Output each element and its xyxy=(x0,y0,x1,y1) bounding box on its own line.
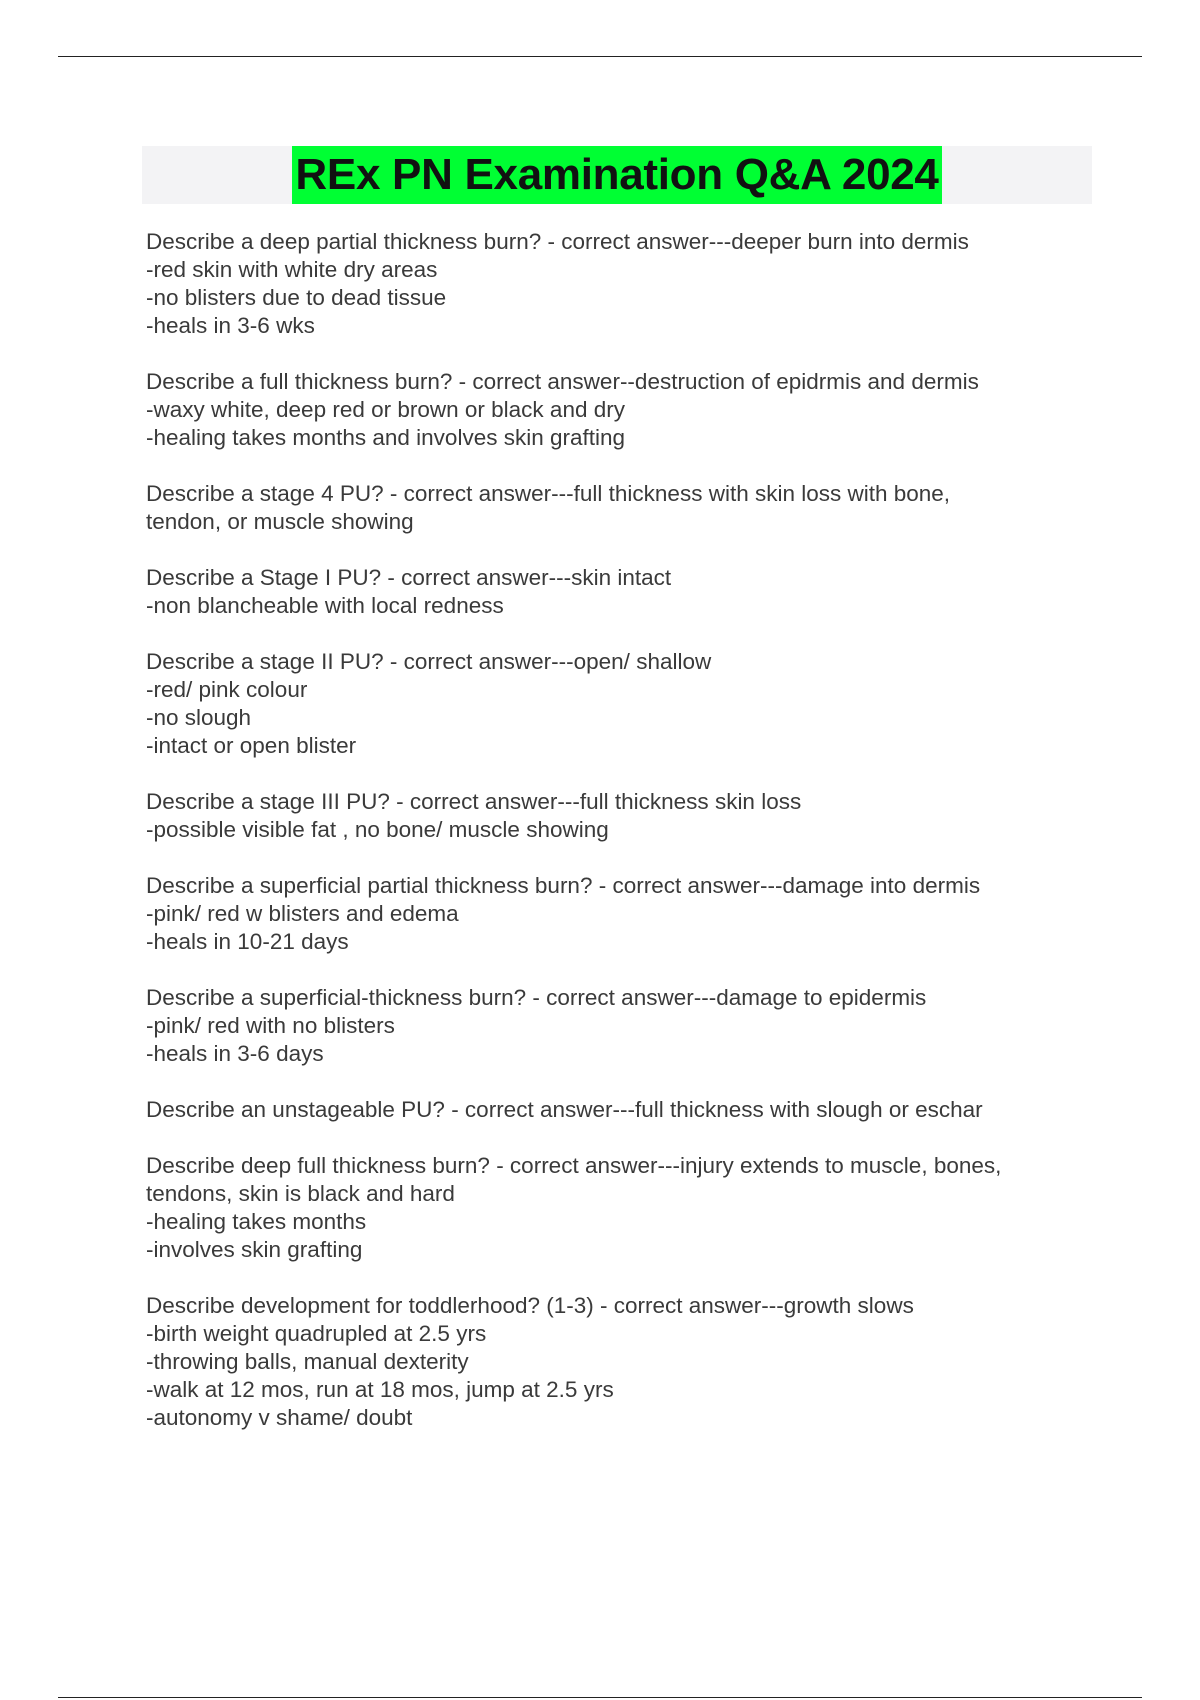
qa-entry xyxy=(146,1096,1086,1124)
qa-question-line: Describe a deep partial thickness burn? - correct answer---deeper burn into dermis xyxy=(146,229,969,254)
qa-question-line: Describe a stage II PU? - correct answer---open/ shallow xyxy=(146,649,712,674)
qa-answer-line: -throwing balls, manual dexterity xyxy=(146,1349,469,1374)
qa-answer-line: -healing takes months and involves skin grafting xyxy=(146,425,626,450)
qa-answer-line: -possible visible fat , no bone/ muscle showing xyxy=(146,817,609,842)
page-top-rule xyxy=(58,56,1142,57)
qa-answer-line: -heals in 3-6 days xyxy=(146,1041,324,1066)
qa-entry xyxy=(146,228,1086,340)
qa-answer-line: -heals in 3-6 wks xyxy=(146,313,315,338)
qa-answer-line: -red/ pink colour xyxy=(146,677,308,702)
qa-answer-line: -red skin with white dry areas xyxy=(146,257,438,282)
page-bottom-rule xyxy=(58,1697,1142,1698)
qa-answer-line: -no blisters due to dead tissue xyxy=(146,285,447,310)
qa-answer-line: -non blancheable with local redness xyxy=(146,593,504,618)
qa-entry xyxy=(146,872,1086,956)
qa-answer-line: -no slough xyxy=(146,705,252,730)
qa-entry xyxy=(146,480,1086,536)
qa-answer-line: -heals in 10-21 days xyxy=(146,929,349,954)
qa-question-line: Describe a stage 4 PU? - correct answer---full thickness with skin loss with bone, xyxy=(146,481,951,506)
title-band xyxy=(142,146,1092,204)
qa-answer-line: -walk at 12 mos, run at 18 mos, jump at 2.5 yrs xyxy=(146,1377,614,1402)
qa-answer-line: -pink/ red with no blisters xyxy=(146,1013,395,1038)
qa-answer-line: -pink/ red w blisters and edema xyxy=(146,901,459,926)
qa-entry xyxy=(146,788,1086,844)
qa-answer-line: -autonomy v shame/ doubt xyxy=(146,1405,413,1430)
qa-question-line: Describe a Stage I PU? - correct answer---skin intact xyxy=(146,565,672,590)
qa-entry xyxy=(146,1152,1086,1264)
qa-answer-line: -intact or open blister xyxy=(146,733,357,758)
qa-entry xyxy=(146,648,1086,760)
qa-question-line: Describe a stage III PU? - correct answer---full thickness skin loss xyxy=(146,789,802,814)
qa-question-line: Describe a superficial-thickness burn? - correct answer---damage to epidermis xyxy=(146,985,927,1010)
qa-answer-line: tendons, skin is black and hard xyxy=(146,1181,455,1206)
qa-entry xyxy=(146,564,1086,620)
qa-answer-line: -birth weight quadrupled at 2.5 yrs xyxy=(146,1321,487,1346)
qa-entry xyxy=(146,1292,1086,1432)
qa-answer-line: tendon, or muscle showing xyxy=(146,509,414,534)
qa-question-line: Describe a full thickness burn? - correct answer--destruction of epidrmis and dermis xyxy=(146,369,979,394)
qa-content xyxy=(146,228,1086,1460)
qa-entry xyxy=(146,984,1086,1068)
qa-answer-line: -involves skin grafting xyxy=(146,1237,363,1262)
qa-answer-line: -healing takes months xyxy=(146,1209,367,1234)
qa-entry xyxy=(146,368,1086,452)
qa-question-line: Describe an unstageable PU? - correct answer---full thickness with slough or eschar xyxy=(146,1097,983,1122)
qa-answer-line: -waxy white, deep red or brown or black and dry xyxy=(146,397,625,422)
qa-question-line: Describe a superficial partial thickness burn? - correct answer---damage into dermis xyxy=(146,873,981,898)
qa-question-line: Describe deep full thickness burn? - correct answer---injury extends to muscle, bones, xyxy=(146,1153,1002,1178)
qa-question-line: Describe development for toddlerhood? (1-3) - correct answer---growth slows xyxy=(146,1293,914,1318)
document-title: REx PN Examination Q&A 2024 xyxy=(292,146,941,204)
